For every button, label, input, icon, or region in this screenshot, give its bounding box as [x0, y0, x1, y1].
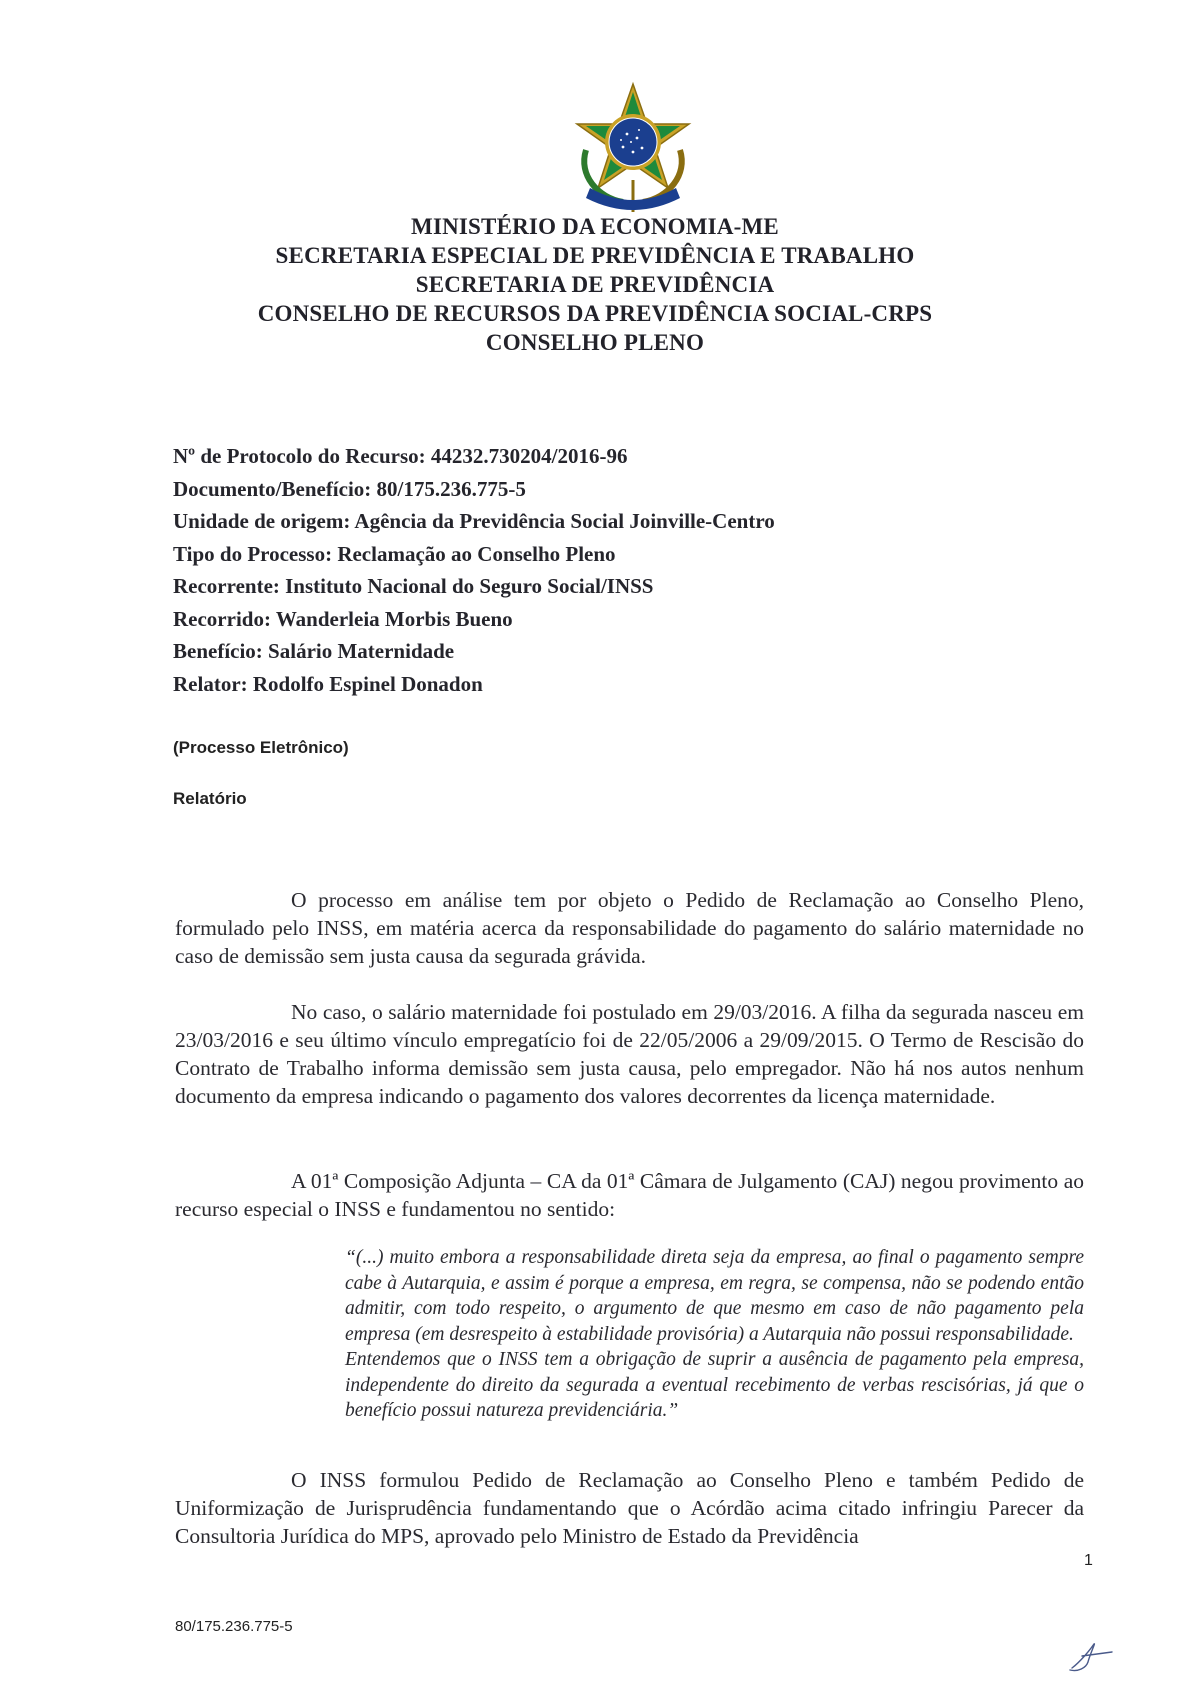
header-line-council: CONSELHO DE RECURSOS DA PREVIDÊNCIA SOCIAL-CRPS — [257, 301, 933, 326]
case-info-origin-unit: Unidade de origem: Agência da Previdência Social Joinville-Centro — [173, 509, 775, 533]
brazil-coat-of-arms-icon — [568, 80, 698, 215]
header-line-secretariat: SECRETARIA DE PREVIDÊNCIA — [415, 272, 775, 297]
header-line-special-secretariat: SECRETARIA ESPECIAL DE PREVIDÊNCIA E TRABALHO — [275, 243, 915, 268]
case-info-process-type: Tipo do Processo: Reclamação ao Conselho Pleno — [173, 541, 616, 566]
document-header — [0, 212, 1190, 357]
handwritten-initial-icon — [1060, 1640, 1120, 1674]
paragraph-2-text: No caso, o salário maternidade foi postulado em 29/03/2016. A filha da segurada nasceu em 23/03/2016 e seu último vínculo empregatício foi de 22/05/2006 a 29/09/2015. O Termo de Rescisão do Contrato de Trabalho informa demissão sem justa causa, pelo empregador. Não há nos autos nenhum documento da empresa indicando o pagamento dos valores decorrentes da licença maternidade. — [175, 1000, 1084, 1108]
paragraph-4-text: O INSS formulou Pedido de Reclamação ao Conselho Pleno e também Pedido de Uniformização de Jurisprudência fundamentando que o Acórdão acima citado infringiu Parecer da Consultoria Jurídica do MPS, aprovado pelo Ministro de Estado da Previdência — [175, 1468, 1084, 1548]
paragraph-2 — [175, 998, 1084, 1110]
case-info-benefit: Benefício: Salário Maternidade — [173, 639, 455, 663]
header-line-ministry: MINISTÉRIO DA ECONOMIA-ME — [411, 214, 779, 239]
paragraph-3-text: A 01ª Composição Adjunta – CA da 01ª Câmara de Julgamento (CAJ) negou provimento ao recurso especial o INSS e fundamentou no sentido: — [175, 1169, 1084, 1221]
case-info-appellee: Recorrido: Wanderleia Morbis Bueno — [173, 606, 513, 631]
quote-part-2: Entendemos que o INSS tem a obrigação de suprir a ausência de pagamento pela empresa, independente do direito da segurada a eventual recebimento de verbas rescisórias, já que o benefício possui natureza previdenciária.” — [345, 1349, 1084, 1421]
case-info-appellant: Recorrente: Instituto Nacional do Seguro Social/INSS — [173, 574, 654, 598]
paragraph-3 — [175, 1167, 1084, 1223]
section-title: Relatório — [173, 789, 247, 808]
quote-part-1: “(...) muito embora a responsabilidade direta seja da empresa, ao final o pagamento sempre cabe à Autarquia, e assim é porque a empresa, em regra, se compensa, não se podendo então admitir, com todo respeito, o argumento de que mesmo em caso de não pagamento pela empresa (em desrespeito à estabilidade provisória) a Autarquia não possui responsabilidade. — [345, 1247, 1084, 1345]
footer-document-ref: 80/175.236.775-5 — [175, 1618, 293, 1635]
quoted-decision — [345, 1245, 1084, 1424]
page-number: 1 — [1084, 1552, 1093, 1569]
header-line-plenary: CONSELHO PLENO — [485, 330, 705, 355]
paragraph-1 — [175, 886, 1084, 970]
paragraph-4 — [175, 1466, 1084, 1550]
process-label: (Processo Eletrônico) — [173, 738, 349, 757]
case-info-document: Documento/Benefício: 80/175.236.775-5 — [173, 476, 526, 501]
paragraph-1-text: O processo em análise tem por objeto o Pedido de Reclamação ao Conselho Pleno, formulado pelo INSS, em matéria acerca da responsabilidade do pagamento do salário maternidade no caso de demissão sem justa causa da segurada grávida. — [175, 888, 1084, 968]
case-info — [173, 440, 775, 700]
case-info-rapporteur: Relator: Rodolfo Espinel Donadon — [173, 671, 483, 696]
case-info-protocol: Nº de Protocolo do Recurso: 44232.730204/2016-96 — [173, 444, 628, 468]
